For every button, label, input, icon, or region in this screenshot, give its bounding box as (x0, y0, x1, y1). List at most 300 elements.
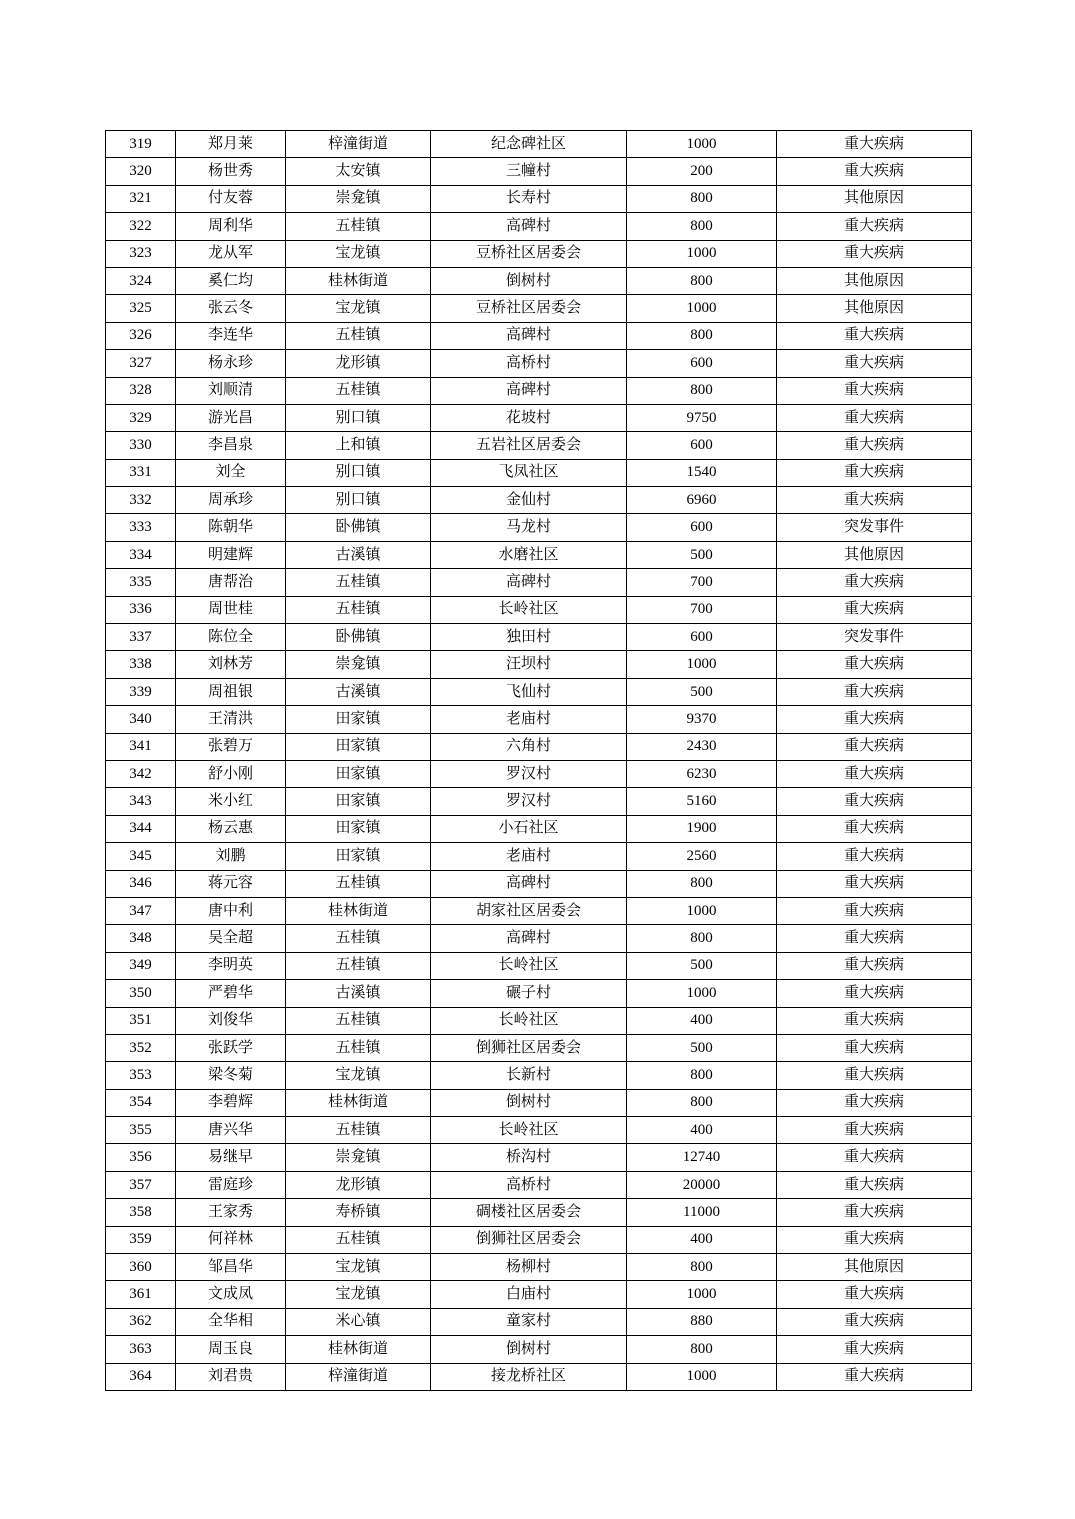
table-row (106, 350, 972, 377)
cell-town: 米心镇 (286, 1308, 431, 1335)
cell-name: 陈朝华 (176, 514, 286, 541)
cell-village: 三幢村 (431, 158, 627, 185)
cell-reason: 重大疾病 (777, 897, 972, 924)
cell-reason: 重大疾病 (777, 678, 972, 705)
table-row (106, 459, 972, 486)
cell-village: 花坡村 (431, 404, 627, 431)
cell-index: 346 (106, 870, 176, 897)
cell-reason: 重大疾病 (777, 213, 972, 240)
cell-town: 桂林街道 (286, 897, 431, 924)
cell-amount: 600 (627, 350, 777, 377)
cell-town: 宝龙镇 (286, 240, 431, 267)
table-row (106, 815, 972, 842)
cell-name: 唐兴华 (176, 1117, 286, 1144)
cell-village: 高碑村 (431, 870, 627, 897)
cell-village: 倒树村 (431, 1336, 627, 1363)
cell-reason: 重大疾病 (777, 459, 972, 486)
cell-reason: 重大疾病 (777, 596, 972, 623)
cell-amount: 800 (627, 1062, 777, 1089)
cell-town: 五桂镇 (286, 596, 431, 623)
cell-name: 吴全超 (176, 925, 286, 952)
cell-reason: 重大疾病 (777, 322, 972, 349)
cell-amount: 1000 (627, 295, 777, 322)
cell-reason: 重大疾病 (777, 350, 972, 377)
cell-reason: 重大疾病 (777, 706, 972, 733)
cell-town: 寿桥镇 (286, 1199, 431, 1226)
cell-village: 马龙村 (431, 514, 627, 541)
cell-name: 陈位全 (176, 624, 286, 651)
table-row (106, 295, 972, 322)
cell-index: 329 (106, 404, 176, 431)
cell-village: 高碑村 (431, 569, 627, 596)
table-row (106, 541, 972, 568)
cell-index: 337 (106, 624, 176, 651)
cell-reason: 重大疾病 (777, 1363, 972, 1390)
cell-village: 倒树村 (431, 267, 627, 294)
cell-town: 古溪镇 (286, 541, 431, 568)
cell-village: 碾子村 (431, 980, 627, 1007)
table-row (106, 487, 972, 514)
cell-reason: 重大疾病 (777, 788, 972, 815)
cell-village: 高桥村 (431, 350, 627, 377)
cell-town: 田家镇 (286, 760, 431, 787)
cell-amount: 400 (627, 1226, 777, 1253)
cell-amount: 600 (627, 432, 777, 459)
cell-town: 五桂镇 (286, 1007, 431, 1034)
cell-amount: 1000 (627, 1363, 777, 1390)
cell-name: 蒋元容 (176, 870, 286, 897)
cell-name: 周玉良 (176, 1336, 286, 1363)
cell-name: 何祥林 (176, 1226, 286, 1253)
cell-village: 白庙村 (431, 1281, 627, 1308)
cell-amount: 500 (627, 1034, 777, 1061)
cell-amount: 800 (627, 185, 777, 212)
cell-town: 五桂镇 (286, 1034, 431, 1061)
cell-town: 上和镇 (286, 432, 431, 459)
cell-amount: 600 (627, 514, 777, 541)
cell-reason: 重大疾病 (777, 870, 972, 897)
cell-amount: 800 (627, 377, 777, 404)
cell-index: 336 (106, 596, 176, 623)
cell-index: 359 (106, 1226, 176, 1253)
cell-village: 高碑村 (431, 213, 627, 240)
cell-amount: 700 (627, 596, 777, 623)
cell-index: 362 (106, 1308, 176, 1335)
cell-town: 五桂镇 (286, 870, 431, 897)
cell-index: 323 (106, 240, 176, 267)
table-row (106, 1199, 972, 1226)
cell-name: 易继早 (176, 1144, 286, 1171)
cell-town: 卧佛镇 (286, 624, 431, 651)
cell-town: 梓潼街道 (286, 1363, 431, 1390)
cell-reason: 重大疾病 (777, 925, 972, 952)
cell-village: 长岭社区 (431, 1007, 627, 1034)
cell-amount: 800 (627, 213, 777, 240)
cell-index: 328 (106, 377, 176, 404)
cell-village: 独田村 (431, 624, 627, 651)
cell-name: 付友蓉 (176, 185, 286, 212)
cell-reason: 重大疾病 (777, 158, 972, 185)
cell-name: 游光昌 (176, 404, 286, 431)
table-row (106, 624, 972, 651)
cell-village: 倒树村 (431, 1089, 627, 1116)
cell-town: 宝龙镇 (286, 295, 431, 322)
table-row (106, 1144, 972, 1171)
cell-amount: 20000 (627, 1171, 777, 1198)
cell-index: 334 (106, 541, 176, 568)
cell-name: 郑月莱 (176, 131, 286, 158)
cell-village: 汪坝村 (431, 651, 627, 678)
cell-name: 刘君贵 (176, 1363, 286, 1390)
cell-name: 唐帮治 (176, 569, 286, 596)
table-row (106, 678, 972, 705)
cell-village: 胡家社区居委会 (431, 897, 627, 924)
cell-reason: 其他原因 (777, 1254, 972, 1281)
cell-name: 明建辉 (176, 541, 286, 568)
table-row (106, 432, 972, 459)
table-row (106, 952, 972, 979)
table-row (106, 267, 972, 294)
table-row (106, 185, 972, 212)
cell-village: 小石社区 (431, 815, 627, 842)
cell-index: 319 (106, 131, 176, 158)
cell-name: 杨永珍 (176, 350, 286, 377)
cell-index: 341 (106, 733, 176, 760)
cell-town: 五桂镇 (286, 213, 431, 240)
cell-index: 361 (106, 1281, 176, 1308)
cell-town: 宝龙镇 (286, 1062, 431, 1089)
table-row (106, 1171, 972, 1198)
cell-amount: 1000 (627, 1281, 777, 1308)
cell-town: 别口镇 (286, 487, 431, 514)
cell-village: 水磨社区 (431, 541, 627, 568)
cell-village: 老庙村 (431, 843, 627, 870)
cell-town: 五桂镇 (286, 925, 431, 952)
cell-reason: 重大疾病 (777, 1171, 972, 1198)
table-row (106, 322, 972, 349)
cell-name: 雷庭珍 (176, 1171, 286, 1198)
cell-index: 345 (106, 843, 176, 870)
cell-village: 罗汉村 (431, 788, 627, 815)
cell-town: 宝龙镇 (286, 1254, 431, 1281)
cell-reason: 其他原因 (777, 295, 972, 322)
cell-amount: 800 (627, 267, 777, 294)
cell-name: 唐中利 (176, 897, 286, 924)
cell-name: 李连华 (176, 322, 286, 349)
cell-town: 古溪镇 (286, 980, 431, 1007)
cell-reason: 重大疾病 (777, 1034, 972, 1061)
cell-name: 邹昌华 (176, 1254, 286, 1281)
cell-name: 周利华 (176, 213, 286, 240)
cell-village: 金仙村 (431, 487, 627, 514)
cell-index: 330 (106, 432, 176, 459)
cell-amount: 1000 (627, 240, 777, 267)
table-row (106, 1336, 972, 1363)
cell-index: 326 (106, 322, 176, 349)
cell-index: 320 (106, 158, 176, 185)
aid-table (105, 130, 972, 1391)
cell-reason: 重大疾病 (777, 1089, 972, 1116)
cell-index: 344 (106, 815, 176, 842)
cell-village: 桥沟村 (431, 1144, 627, 1171)
cell-index: 340 (106, 706, 176, 733)
cell-amount: 800 (627, 1336, 777, 1363)
table-row (106, 1062, 972, 1089)
cell-name: 张云冬 (176, 295, 286, 322)
cell-town: 桂林街道 (286, 1336, 431, 1363)
cell-village: 罗汉村 (431, 760, 627, 787)
cell-town: 别口镇 (286, 404, 431, 431)
cell-town: 崇龛镇 (286, 1144, 431, 1171)
cell-reason: 重大疾病 (777, 733, 972, 760)
cell-amount: 600 (627, 624, 777, 651)
cell-amount: 1540 (627, 459, 777, 486)
cell-amount: 800 (627, 322, 777, 349)
cell-reason: 重大疾病 (777, 952, 972, 979)
cell-amount: 9370 (627, 706, 777, 733)
cell-index: 335 (106, 569, 176, 596)
cell-index: 327 (106, 350, 176, 377)
cell-town: 梓潼街道 (286, 131, 431, 158)
cell-index: 363 (106, 1336, 176, 1363)
table-row (106, 925, 972, 952)
cell-village: 杨柳村 (431, 1254, 627, 1281)
cell-index: 351 (106, 1007, 176, 1034)
cell-amount: 9750 (627, 404, 777, 431)
cell-village: 五岩社区居委会 (431, 432, 627, 459)
cell-town: 宝龙镇 (286, 1281, 431, 1308)
cell-village: 高桥村 (431, 1171, 627, 1198)
cell-name: 刘鹏 (176, 843, 286, 870)
cell-village: 老庙村 (431, 706, 627, 733)
cell-index: 332 (106, 487, 176, 514)
cell-name: 周世桂 (176, 596, 286, 623)
cell-name: 刘俊华 (176, 1007, 286, 1034)
cell-name: 全华相 (176, 1308, 286, 1335)
cell-amount: 12740 (627, 1144, 777, 1171)
cell-name: 米小红 (176, 788, 286, 815)
cell-index: 324 (106, 267, 176, 294)
table-row (106, 1117, 972, 1144)
cell-name: 张碧万 (176, 733, 286, 760)
cell-amount: 800 (627, 1254, 777, 1281)
table-row (106, 131, 972, 158)
cell-name: 刘顺清 (176, 377, 286, 404)
cell-name: 周承珍 (176, 487, 286, 514)
table-row (106, 760, 972, 787)
cell-village: 飞凤社区 (431, 459, 627, 486)
cell-index: 354 (106, 1089, 176, 1116)
cell-index: 360 (106, 1254, 176, 1281)
cell-amount: 500 (627, 541, 777, 568)
cell-index: 358 (106, 1199, 176, 1226)
cell-village: 长寿村 (431, 185, 627, 212)
table-row (106, 1034, 972, 1061)
cell-reason: 重大疾病 (777, 569, 972, 596)
cell-amount: 1000 (627, 980, 777, 1007)
cell-name: 周祖银 (176, 678, 286, 705)
cell-reason: 其他原因 (777, 185, 972, 212)
aid-table-body (106, 131, 972, 1391)
cell-reason: 重大疾病 (777, 487, 972, 514)
cell-reason: 重大疾病 (777, 1007, 972, 1034)
cell-index: 322 (106, 213, 176, 240)
table-row (106, 733, 972, 760)
cell-amount: 800 (627, 870, 777, 897)
table-row (106, 1308, 972, 1335)
cell-town: 卧佛镇 (286, 514, 431, 541)
cell-index: 342 (106, 760, 176, 787)
cell-name: 王家秀 (176, 1199, 286, 1226)
table-row (106, 596, 972, 623)
cell-index: 353 (106, 1062, 176, 1089)
cell-reason: 重大疾病 (777, 1199, 972, 1226)
cell-town: 桂林街道 (286, 267, 431, 294)
table-row (106, 706, 972, 733)
cell-town: 田家镇 (286, 843, 431, 870)
cell-reason: 重大疾病 (777, 1336, 972, 1363)
cell-village: 长岭社区 (431, 952, 627, 979)
table-row (106, 651, 972, 678)
cell-village: 倒狮社区居委会 (431, 1034, 627, 1061)
cell-reason: 重大疾病 (777, 1062, 972, 1089)
cell-village: 高碑村 (431, 925, 627, 952)
table-row (106, 1254, 972, 1281)
cell-index: 325 (106, 295, 176, 322)
cell-name: 杨云惠 (176, 815, 286, 842)
cell-town: 别口镇 (286, 459, 431, 486)
cell-reason: 重大疾病 (777, 404, 972, 431)
table-row (106, 1363, 972, 1390)
cell-name: 奚仁均 (176, 267, 286, 294)
cell-town: 龙形镇 (286, 350, 431, 377)
cell-name: 李明英 (176, 952, 286, 979)
cell-name: 文成凤 (176, 1281, 286, 1308)
cell-reason: 重大疾病 (777, 131, 972, 158)
cell-index: 348 (106, 925, 176, 952)
cell-amount: 500 (627, 952, 777, 979)
table-row (106, 213, 972, 240)
table-row (106, 980, 972, 1007)
table-row (106, 1089, 972, 1116)
cell-index: 356 (106, 1144, 176, 1171)
cell-town: 五桂镇 (286, 1226, 431, 1253)
cell-reason: 重大疾病 (777, 1281, 972, 1308)
cell-village: 豆桥社区居委会 (431, 295, 627, 322)
cell-reason: 重大疾病 (777, 1117, 972, 1144)
cell-amount: 200 (627, 158, 777, 185)
cell-reason: 重大疾病 (777, 432, 972, 459)
cell-town: 崇龛镇 (286, 185, 431, 212)
cell-amount: 700 (627, 569, 777, 596)
cell-amount: 800 (627, 925, 777, 952)
cell-reason: 突发事件 (777, 624, 972, 651)
cell-town: 田家镇 (286, 706, 431, 733)
cell-village: 长岭社区 (431, 1117, 627, 1144)
cell-amount: 5160 (627, 788, 777, 815)
table-row (106, 1226, 972, 1253)
cell-village: 飞仙村 (431, 678, 627, 705)
cell-amount: 2430 (627, 733, 777, 760)
cell-village: 接龙桥社区 (431, 1363, 627, 1390)
cell-village: 长新村 (431, 1062, 627, 1089)
cell-index: 338 (106, 651, 176, 678)
table-row (106, 1007, 972, 1034)
cell-amount: 400 (627, 1117, 777, 1144)
cell-village: 豆桥社区居委会 (431, 240, 627, 267)
cell-reason: 重大疾病 (777, 980, 972, 1007)
cell-amount: 800 (627, 1089, 777, 1116)
cell-reason: 重大疾病 (777, 843, 972, 870)
cell-reason: 重大疾病 (777, 815, 972, 842)
cell-amount: 400 (627, 1007, 777, 1034)
cell-reason: 重大疾病 (777, 1308, 972, 1335)
table-row (106, 377, 972, 404)
table-row (106, 514, 972, 541)
cell-amount: 11000 (627, 1199, 777, 1226)
table-row (106, 1281, 972, 1308)
cell-index: 350 (106, 980, 176, 1007)
cell-index: 364 (106, 1363, 176, 1390)
cell-amount: 6230 (627, 760, 777, 787)
cell-amount: 1000 (627, 897, 777, 924)
cell-town: 五桂镇 (286, 322, 431, 349)
cell-name: 张跃学 (176, 1034, 286, 1061)
cell-town: 龙形镇 (286, 1171, 431, 1198)
cell-name: 舒小刚 (176, 760, 286, 787)
cell-reason: 重大疾病 (777, 760, 972, 787)
cell-index: 321 (106, 185, 176, 212)
cell-reason: 重大疾病 (777, 1226, 972, 1253)
cell-index: 331 (106, 459, 176, 486)
cell-index: 333 (106, 514, 176, 541)
cell-village: 童家村 (431, 1308, 627, 1335)
cell-amount: 6960 (627, 487, 777, 514)
cell-amount: 1000 (627, 131, 777, 158)
cell-town: 崇龛镇 (286, 651, 431, 678)
cell-town: 五桂镇 (286, 952, 431, 979)
cell-town: 古溪镇 (286, 678, 431, 705)
cell-reason: 其他原因 (777, 267, 972, 294)
cell-reason: 重大疾病 (777, 651, 972, 678)
cell-reason: 突发事件 (777, 514, 972, 541)
table-row (106, 569, 972, 596)
cell-reason: 重大疾病 (777, 377, 972, 404)
cell-town: 田家镇 (286, 733, 431, 760)
cell-reason: 其他原因 (777, 541, 972, 568)
cell-village: 倒狮社区居委会 (431, 1226, 627, 1253)
table-row (106, 404, 972, 431)
cell-name: 严碧华 (176, 980, 286, 1007)
table-row (106, 843, 972, 870)
cell-amount: 500 (627, 678, 777, 705)
cell-amount: 880 (627, 1308, 777, 1335)
cell-village: 纪念碑社区 (431, 131, 627, 158)
cell-index: 347 (106, 897, 176, 924)
table-row (106, 870, 972, 897)
cell-name: 刘林芳 (176, 651, 286, 678)
cell-amount: 2560 (627, 843, 777, 870)
cell-town: 桂林街道 (286, 1089, 431, 1116)
cell-name: 刘全 (176, 459, 286, 486)
cell-index: 355 (106, 1117, 176, 1144)
cell-index: 352 (106, 1034, 176, 1061)
cell-index: 357 (106, 1171, 176, 1198)
cell-name: 杨世秀 (176, 158, 286, 185)
cell-index: 349 (106, 952, 176, 979)
cell-town: 五桂镇 (286, 569, 431, 596)
cell-amount: 1900 (627, 815, 777, 842)
